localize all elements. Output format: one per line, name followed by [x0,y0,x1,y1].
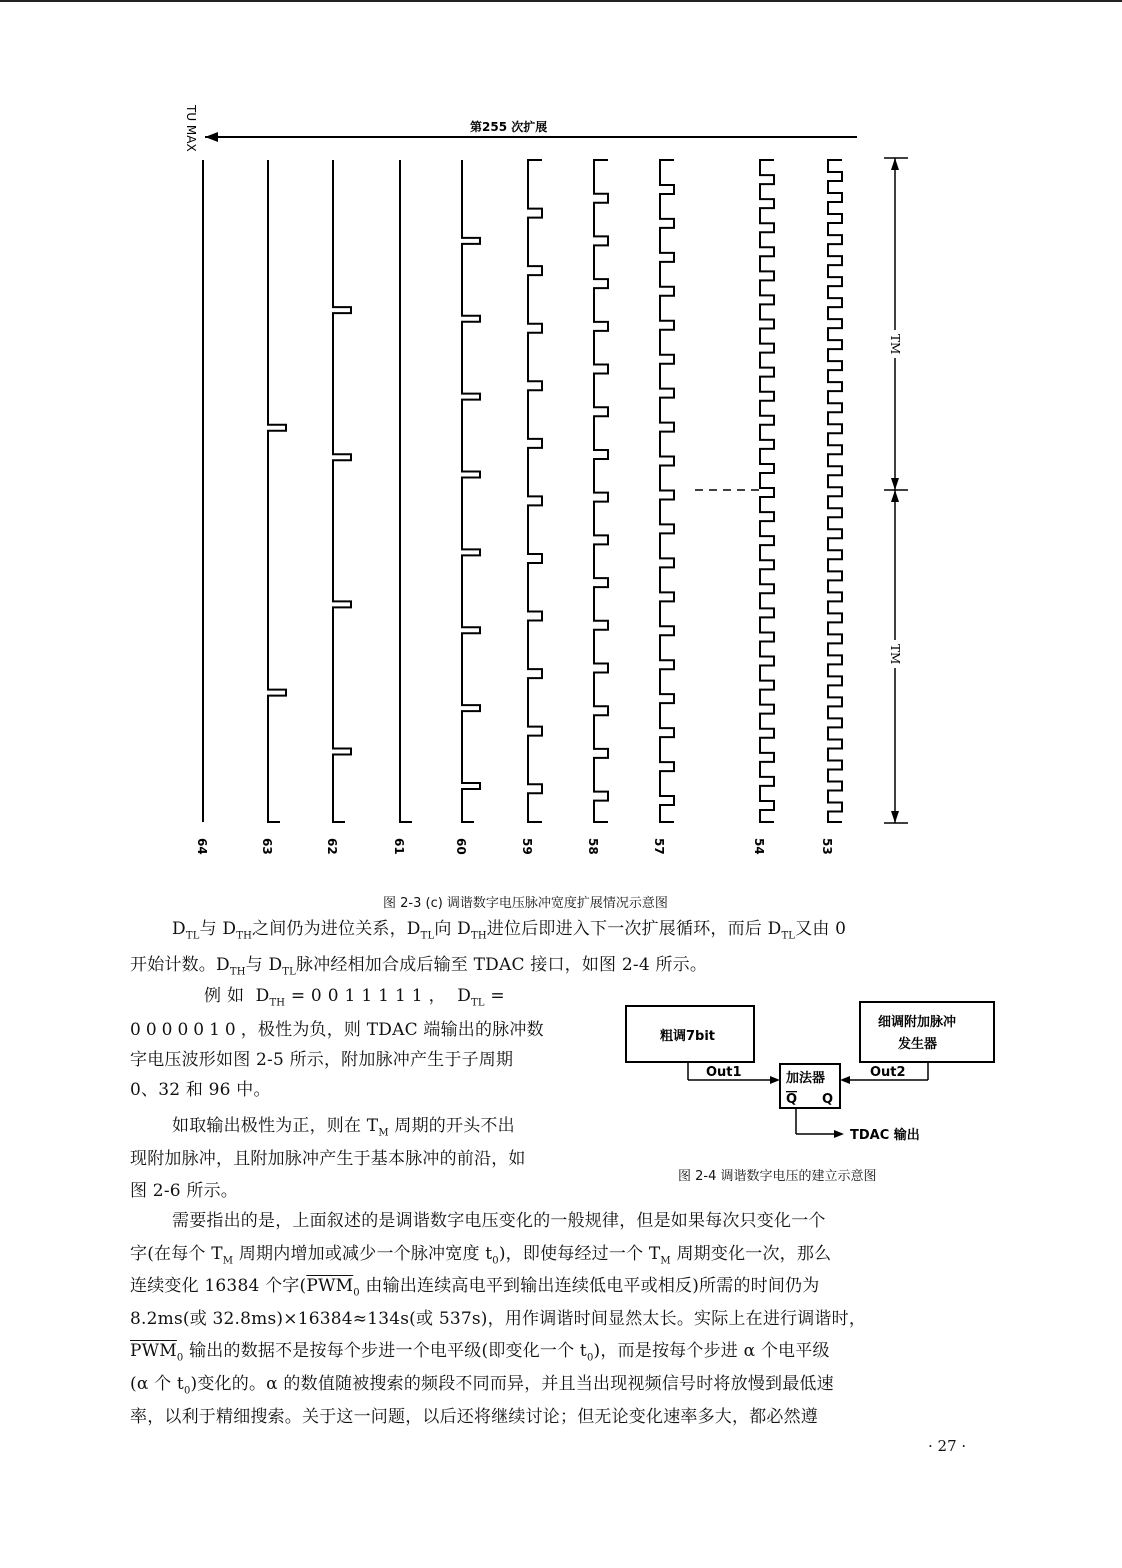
tm-label-upper: TM [888,334,902,355]
tm-dimension [695,158,908,823]
fine-generator-label-2: 发生器 [898,1037,938,1052]
para-1-line-2: 开始计数。$D_{TH}$与 $D_{TL}$脉冲经相加合成后输至 TDAC 接口，如图 2-4 所示。 [130,955,708,978]
adder-label: 加法器 [786,1071,826,1086]
figure-2-3c-caption: 图 2-3 (c) 调谐数字电压脉冲宽度扩展情况示意图 [383,896,668,911]
waveform-54 [760,160,774,822]
para-2-line-4: 0、32 和 96 中。 [130,1080,271,1100]
waveform-63 [268,160,286,822]
fine-generator-label-1: 细调附加脉冲 [878,1015,957,1030]
figure-2-4-diagram [600,990,1010,1190]
para-2-line-3: 字电压波形如图 2-5 所示，附加脉冲产生于子周期 [130,1050,514,1070]
channel-label-60: 60 [454,838,468,855]
waveform-59 [528,160,542,822]
waveform-group [195,160,842,855]
channel-label-57: 57 [652,838,666,855]
channel-label-53: 53 [820,838,834,855]
para-3-line-3: 图 2-6 所示。 [130,1181,238,1201]
para-3-line-2: 现附加脉冲，且附加脉冲产生于基本脉冲的前沿，如 [130,1149,526,1169]
waveform-61 [400,160,412,822]
channel-label-63: 63 [260,838,274,855]
figure-2-4-caption: 图 2-4 调谐数字电压的建立示意图 [678,1169,877,1184]
para-4-line-4: 8.2ms(或 32.8ms)×16384≈134s(或 537s)，用作调谐时间显然太长。实际上在进行调谐时， [130,1309,867,1329]
figure-2-3c-header [184,104,857,152]
para-4-line-6: (α 个 $t_0$)变化的。α 的数值随被搜索的频段不同而异，并且当出现视频信号时将放慢到最低速 [130,1374,834,1397]
para-4-line-7: 率，以利于精细搜索。关于这一问题，以后还将继续讨论；但无论变化速率多大，都必然遵 [130,1407,818,1427]
para-4-line-1: 需要指出的是，上面叙述的是调谐数字电压变化的一般规律，但是如果每次只变化一个 [172,1211,826,1231]
para-3-line-1: 如取输出极性为正，则在 $T_M$ 周期的开头不出 [172,1116,515,1139]
page-number: · 27 · [928,1437,967,1455]
para-4-line-5: $\overline{PWM}_0$ 输出的数据不是按每个步进一个电平级(即变化一个 $t_0$)，而是按每个步进 α 个电平级 [130,1341,830,1364]
max-axis-label: TU MAX [184,105,198,152]
waveform-58 [594,160,608,822]
out1-label: Out1 [706,1065,742,1080]
para-4-line-2: 字(在每个 $T_M$ 周期内增加或减少一个脉冲宽度 $t_0$)，即使每经过一个 $T_M$ 周期变化一次，那么 [130,1244,832,1267]
coarse-7bit-label: 粗调7bit [660,1029,716,1044]
channel-label-54: 54 [752,838,766,855]
tm-label-lower: TM [888,644,902,665]
expansion-label: 第255 次扩展 [470,120,548,134]
channel-label-59: 59 [520,838,534,855]
tdac-output-label: TDAC 输出 [850,1128,920,1143]
channel-label-62: 62 [325,838,339,855]
para-2-line-1: 例如 $D_{TH} = 0011111$， $D_{TL}$ = [204,986,505,1009]
adder-qbar-label: Q [786,1092,798,1107]
arrow-head [205,132,218,142]
out2-label: Out2 [870,1065,906,1080]
fine-pulse-generator-box [860,1002,994,1062]
waveform-53 [828,160,842,822]
channel-label-61: 61 [392,838,406,855]
waveform-60 [462,160,480,822]
waveform-57 [660,160,674,822]
para-4-line-3: 连续变化 16384 个字($\overline{PWM}_0$ 由输出连续高电平到输出连续低电平或相反)所需的时间仍为 [130,1276,820,1299]
adder-q-label: Q [822,1092,834,1107]
para-1-line-1: $D_{TL}$与 $D_{TH}$之间仍为进位关系，$D_{TL}$向 $D_{TH}$进位后即进入下一次扩展循环，而后 $D_{TL}$又由 0 [172,919,847,942]
waveform-62 [333,160,351,822]
para-2-line-2: 0000010，极性为负，则 TDAC 端输出的脉冲数 [130,1020,544,1040]
channel-label-58: 58 [586,838,600,855]
channel-label-64: 64 [195,838,209,855]
